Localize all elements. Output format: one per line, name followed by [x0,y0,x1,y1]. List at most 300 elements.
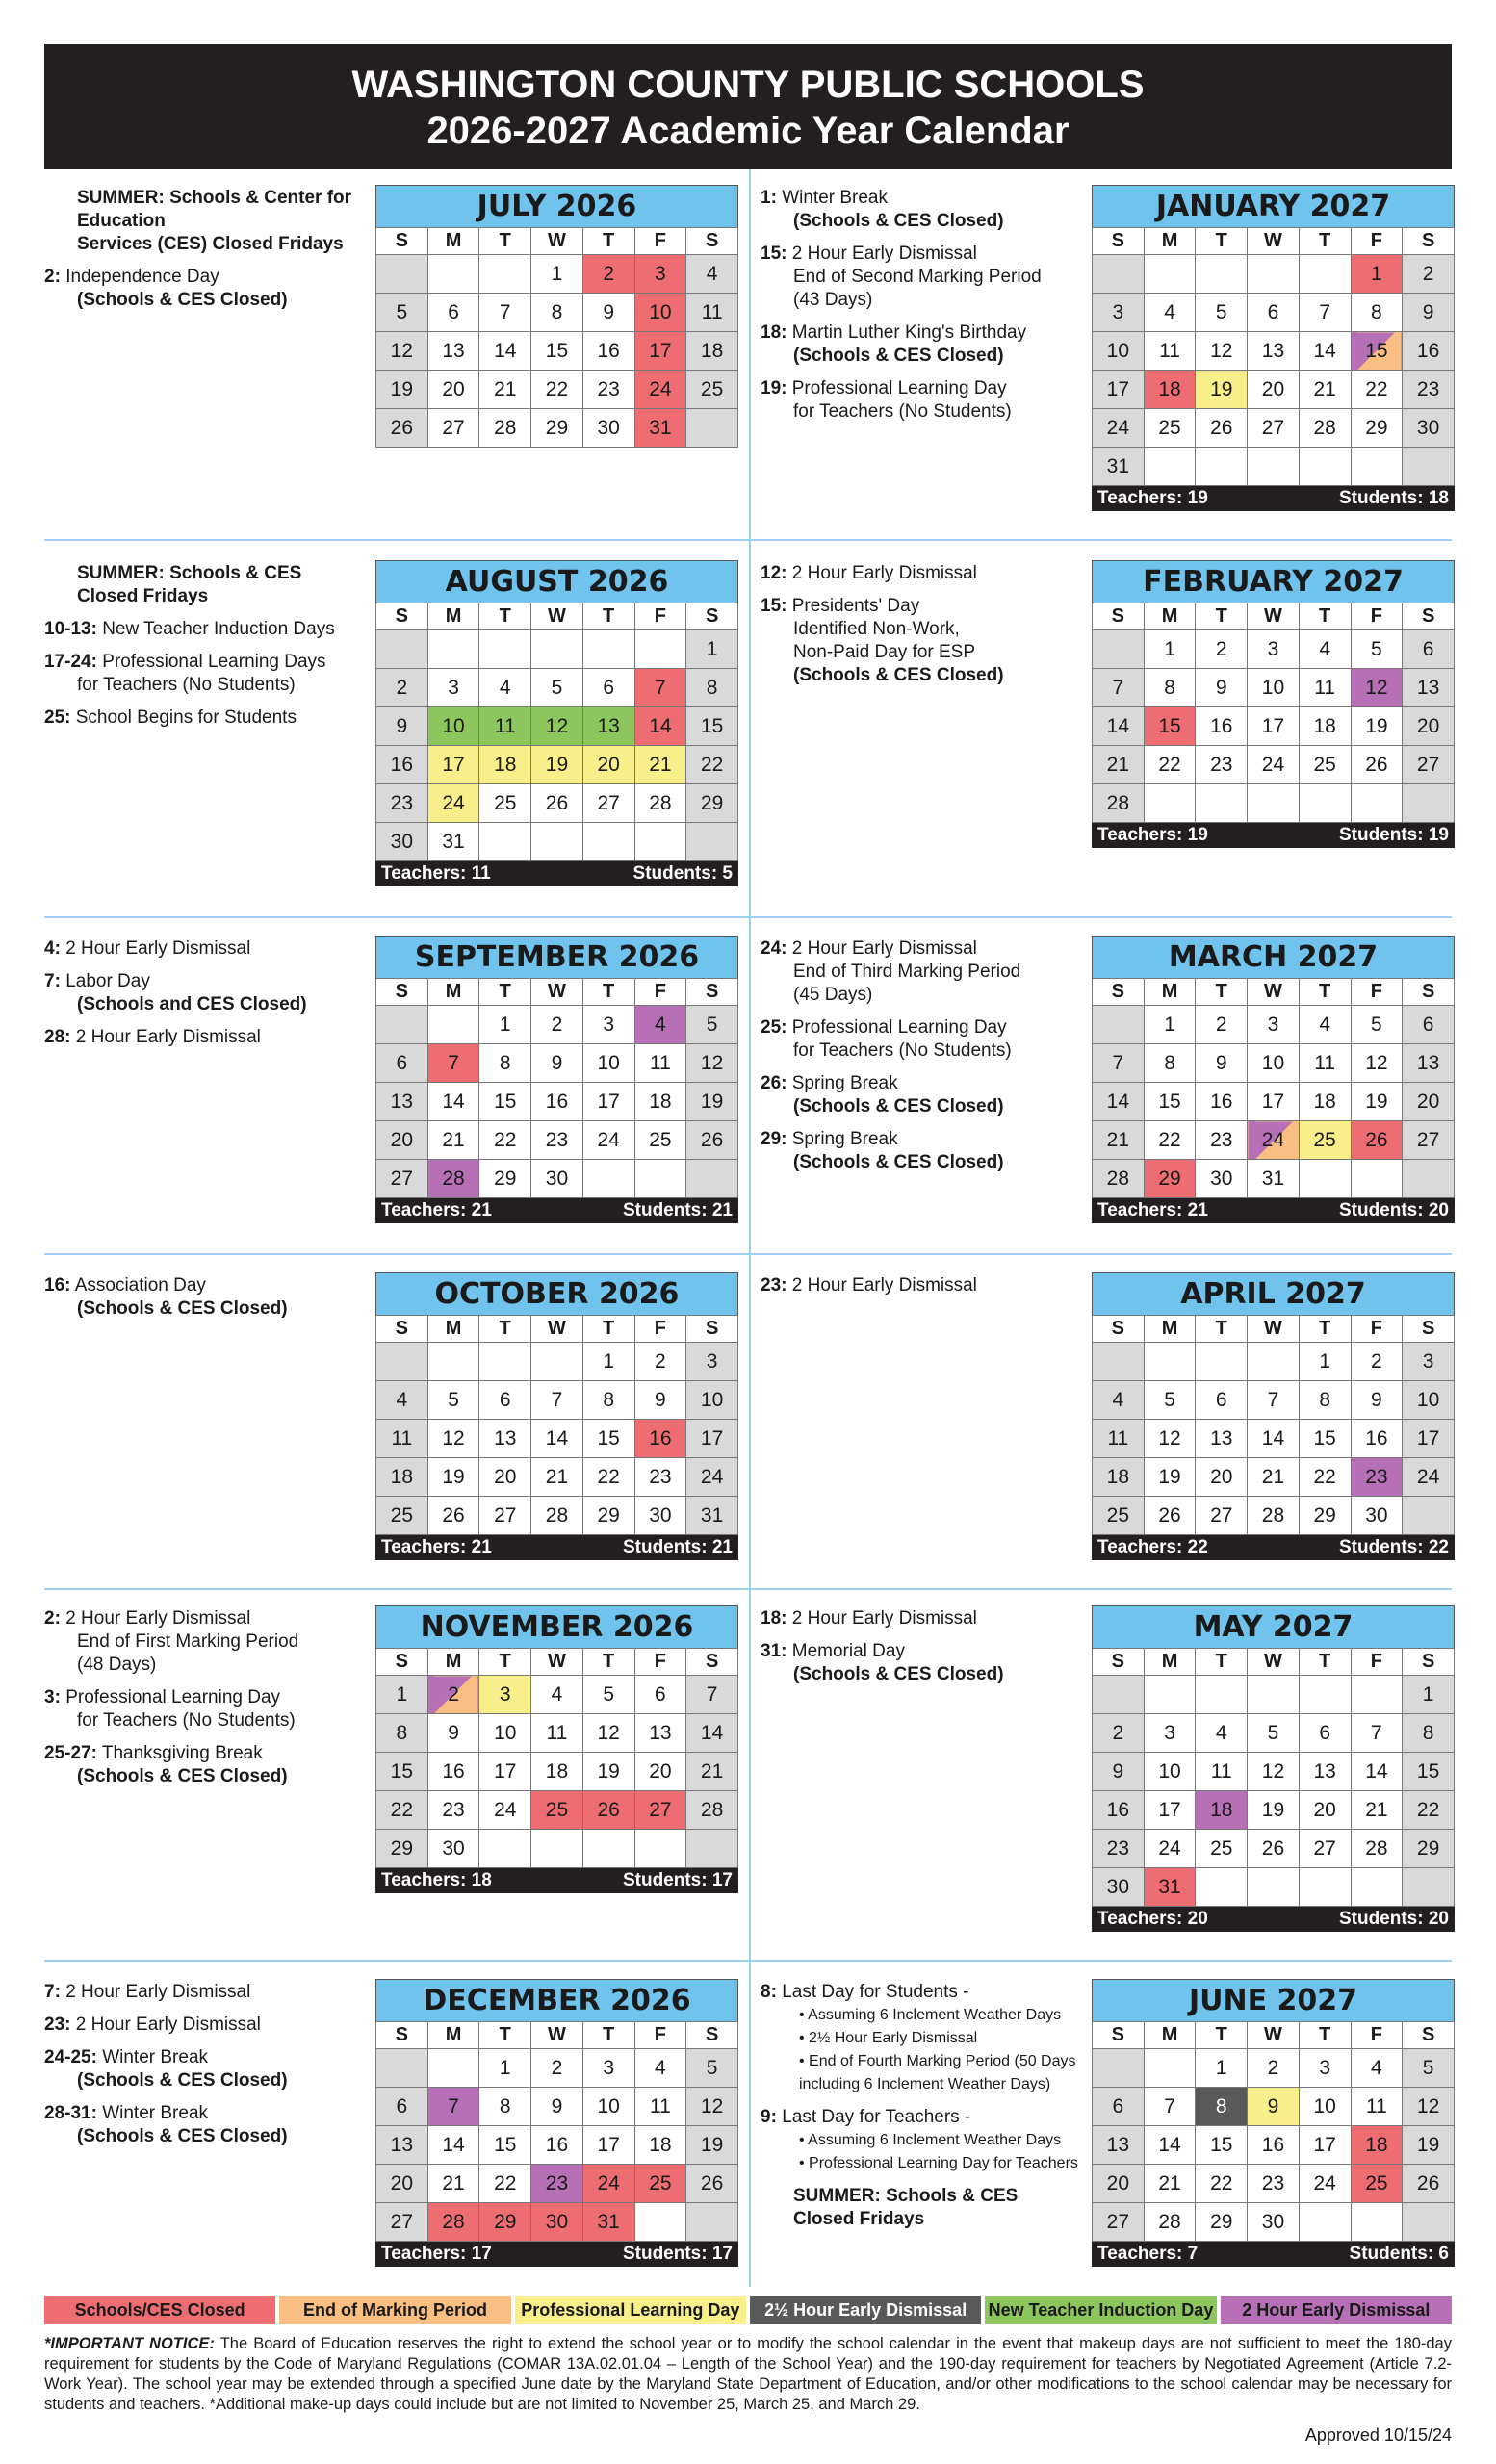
day-cell: 10 [1144,1753,1196,1791]
day-cell: 29 [479,1160,531,1198]
week-row [376,1753,738,1791]
day-cell: 7 [427,1044,479,1083]
day-cell: 15 [1299,1420,1351,1458]
day-cell: 18 [634,1083,686,1121]
weekday-header: F [634,228,686,255]
weekday-header: F [1351,1316,1403,1343]
note-date: 25: [44,707,71,728]
day-cell: 24 [479,1791,531,1830]
note-text: Martin Luther King's Birthday [791,322,1027,343]
day-cell: 17 [582,1083,634,1121]
day-cell: 8 [1299,1381,1351,1420]
day-cell: 5 [376,294,428,332]
day-cell: 12 [686,2088,738,2126]
week-row [376,1121,738,1160]
row-divider [44,916,1452,918]
day-cell: 29 [582,1497,634,1535]
month-calendar [1092,1605,1455,1932]
teacher-days: Teachers: 18 [381,1870,492,1890]
note-entry [761,1640,1083,1686]
day-cell: 31 [1144,1868,1196,1907]
day-cell: 28 [427,1160,479,1198]
day-cell: 17 [1144,1791,1196,1830]
empty-cell [1196,448,1248,486]
month-notes [761,1274,1083,1307]
day-cell: 12 [1351,669,1403,707]
empty-cell [1144,448,1196,486]
teacher-days: Teachers: 19 [1097,488,1208,508]
note-entry [44,1742,362,1788]
day-count-footer [375,2242,738,2267]
week-row [376,1791,738,1830]
empty-cell [479,255,531,294]
weekday-header: W [531,1316,583,1343]
day-cell: 27 [1093,2203,1145,2242]
weekday-header: W [531,1649,583,1676]
week-row [1093,1714,1455,1753]
empty-cell [686,2203,738,2242]
note-text: 2 Hour Early Dismissal [75,1027,261,1047]
note-date: 15: [761,596,787,616]
week-row [1093,630,1455,669]
day-cell: 21 [686,1753,738,1791]
note-text: (Schools & CES Closed) [77,2126,288,2146]
day-cell: 2 [1248,2049,1300,2088]
day-cell: 19 [1351,707,1403,746]
student-days: Students: 19 [1338,825,1449,845]
day-cell: 23 [1403,371,1455,409]
day-cell: 24 [427,784,479,823]
day-cell: 16 [427,1753,479,1791]
note-date: 17-24: [44,652,97,672]
day-cell: 14 [634,707,686,746]
day-cell: 30 [531,1160,583,1198]
empty-cell [1299,448,1351,486]
day-cell: 21 [1299,371,1351,409]
empty-cell [1403,1160,1455,1198]
day-cell: 27 [1248,409,1300,448]
note-entry [761,1981,1083,2096]
month-notes [44,562,362,739]
day-cell: 6 [1196,1381,1248,1420]
day-cell: 24 [1299,2165,1351,2203]
month-title: JUNE 2027 [1092,1979,1455,2021]
row-divider [44,1960,1452,1962]
day-cell: 3 [582,1006,634,1044]
day-cell: 13 [1196,1420,1248,1458]
note-entry [761,377,1083,424]
day-cell: 20 [1093,2165,1145,2203]
day-cell: 13 [376,1083,428,1121]
day-cell: 17 [1248,707,1300,746]
day-cell: 31 [1093,448,1145,486]
day-cell: 27 [1196,1497,1248,1535]
weekday-header: F [634,603,686,630]
day-cell: 20 [1248,371,1300,409]
day-cell: 12 [1351,1044,1403,1083]
day-cell: 11 [1144,332,1196,371]
empty-cell [376,2049,428,2088]
day-cell: 30 [1403,409,1455,448]
empty-cell [1403,1868,1455,1907]
day-cell: 27 [479,1497,531,1535]
week-row [376,746,738,784]
day-cell: 9 [427,1714,479,1753]
day-cell: 18 [1144,371,1196,409]
note-text: Last Day for Students - [782,1982,969,2002]
day-cell: 20 [1196,1458,1248,1497]
week-row [376,1458,738,1497]
week-row [376,2088,738,2126]
row-divider [44,539,1452,541]
note-date: 31: [761,1641,787,1661]
day-cell: 19 [686,2126,738,2165]
day-cell: 8 [479,2088,531,2126]
day-cell: 9 [582,294,634,332]
month-grid [375,1648,738,1868]
day-cell: 4 [376,1381,428,1420]
note-date: SUMMER: [77,563,165,583]
day-cell: 21 [427,1121,479,1160]
day-cell: 26 [1351,746,1403,784]
day-cell: 11 [479,707,531,746]
note-date: 24: [761,938,787,959]
legend-item: 2½ Hour Early Dismissal [750,2296,981,2324]
day-cell: 17 [1248,1083,1300,1121]
color-legend [44,2296,1452,2324]
note-text: (Schools & CES Closed) [77,1766,288,1786]
note-text: Services (CES) Closed Fridays [77,234,344,254]
note-entry [44,266,362,312]
day-cell: 5 [1248,1714,1300,1753]
day-cell: 18 [1299,1083,1351,1121]
day-cell: 28 [1248,1497,1300,1535]
month-notes [44,1607,362,1798]
student-days: Students: 20 [1338,1909,1449,1929]
note-text: 2 Hour Early Dismissal [791,244,977,264]
note-entry [761,187,1083,233]
day-cell: 3 [427,669,479,707]
note-date: 7: [44,1982,61,2002]
day-cell: 12 [427,1420,479,1458]
day-cell: 1 [686,630,738,669]
day-cell: 18 [531,1753,583,1791]
note-text: (Schools & CES Closed) [793,1152,1004,1172]
note-text: Independence Day [65,267,219,287]
weekday-header: T [1196,1316,1248,1343]
note-entry [761,562,1083,585]
day-cell: 29 [1351,409,1403,448]
week-row [1093,1868,1455,1907]
day-cell: 13 [427,332,479,371]
legend-item: New Teacher Induction Day [985,2296,1216,2324]
day-cell: 13 [1248,332,1300,371]
month-grid [375,227,738,448]
day-cell: 20 [376,1121,428,1160]
note-entry [761,321,1083,368]
day-cell: 14 [686,1714,738,1753]
weekday-header: M [427,1649,479,1676]
day-cell: 30 [582,409,634,448]
month-calendar [375,560,738,886]
note-entry [761,1607,1083,1630]
week-row [1093,2088,1455,2126]
day-cell: 19 [1351,1083,1403,1121]
empty-cell [634,1160,686,1198]
note-text: for Teachers (No Students) [77,675,296,695]
empty-cell [1403,784,1455,823]
day-cell: 19 [686,1083,738,1121]
weekday-header: F [1351,228,1403,255]
day-cell: 27 [1403,1121,1455,1160]
day-cell: 7 [686,1676,738,1714]
empty-cell [531,1343,583,1381]
day-cell: 2 [1093,1714,1145,1753]
empty-cell [582,630,634,669]
note-text: (Schools & CES Closed) [793,1096,1004,1116]
note-text: New Teacher Induction Days [102,619,335,639]
day-cell: 26 [1248,1830,1300,1868]
day-cell: 29 [531,409,583,448]
day-cell: 2 [634,1343,686,1381]
note-text: (Schools & CES Closed) [793,346,1004,366]
month-grid [1092,227,1455,486]
day-cell: 26 [531,784,583,823]
note-bullets [761,2129,1083,2175]
note-text: School Begins for Students [75,707,297,728]
empty-cell [1403,1497,1455,1535]
day-cell: 7 [1093,669,1145,707]
day-cell: 18 [1299,707,1351,746]
day-cell: 10 [1299,2088,1351,2126]
day-cell: 15 [1351,332,1403,371]
day-cell: 25 [1299,746,1351,784]
day-cell: 20 [427,371,479,409]
day-cell: 5 [1403,2049,1455,2088]
note-entry [761,937,1083,1007]
week-row [1093,1830,1455,1868]
day-cell: 30 [1196,1160,1248,1198]
day-cell: 10 [686,1381,738,1420]
day-cell: 19 [1403,2126,1455,2165]
empty-cell [1093,630,1145,669]
day-cell: 22 [531,371,583,409]
empty-cell [582,823,634,861]
weekday-header: T [582,1649,634,1676]
month-notes [761,187,1083,433]
weekday-header: S [686,1316,738,1343]
day-cell: 28 [686,1791,738,1830]
day-cell: 22 [686,746,738,784]
row-divider [44,1588,1452,1590]
day-cell: 22 [376,1791,428,1830]
note-text: (48 Days) [77,1655,157,1675]
empty-cell [1299,2203,1351,2242]
day-cell: 22 [582,1458,634,1497]
day-cell: 18 [686,332,738,371]
month-title: OCTOBER 2026 [375,1272,738,1315]
day-cell: 26 [1403,2165,1455,2203]
day-cell: 29 [686,784,738,823]
empty-cell [634,630,686,669]
day-cell: 7 [1144,2088,1196,2126]
note-entry [44,1607,362,1677]
empty-cell [1351,1868,1403,1907]
day-cell: 20 [479,1458,531,1497]
day-cell: 26 [686,1121,738,1160]
week-row [1093,409,1455,448]
day-cell: 29 [1144,1160,1196,1198]
day-cell: 28 [1144,2203,1196,2242]
weekday-header: F [1351,2022,1403,2049]
day-cell: 25 [1093,1497,1145,1535]
month-grid [1092,1648,1455,1907]
day-cell: 2 [1196,1006,1248,1044]
day-cell: 28 [1093,1160,1145,1198]
weekday-header: T [1196,2022,1248,2049]
note-entry [44,706,362,730]
empty-cell [1351,2203,1403,2242]
day-cell: 25 [1299,1121,1351,1160]
teacher-days: Teachers: 21 [381,1537,492,1557]
week-row [1093,332,1455,371]
day-cell: 15 [376,1753,428,1791]
note-text: End of Second Marking Period [793,267,1042,287]
day-cell: 11 [1299,669,1351,707]
day-cell: 9 [1093,1753,1145,1791]
note-bullet: • 2½ Hour Early Dismissal [799,2027,1083,2050]
day-cell: 2 [1351,1343,1403,1381]
empty-cell [582,1160,634,1198]
month-grid [1092,603,1455,823]
note-date: 15: [761,244,787,264]
note-date: 18: [761,322,787,343]
note-entry [44,2014,362,2037]
empty-cell [427,255,479,294]
week-row [376,1044,738,1083]
month-notes [44,1981,362,2158]
note-entry [44,651,362,697]
day-cell: 1 [1403,1676,1455,1714]
note-entry [761,1274,1083,1297]
day-cell: 21 [479,371,531,409]
note-entry [761,1016,1083,1063]
note-text: (Schools & CES Closed) [77,1298,288,1319]
empty-cell [1196,784,1248,823]
day-cell: 23 [531,2165,583,2203]
weekday-header: W [1248,603,1300,630]
day-cell: 8 [686,669,738,707]
day-cell: 6 [479,1381,531,1420]
month-grid [1092,978,1455,1198]
day-cell: 3 [479,1676,531,1714]
day-cell: 4 [479,669,531,707]
day-cell: 13 [1093,2126,1145,2165]
day-cell: 7 [1093,1044,1145,1083]
week-row [376,255,738,294]
teacher-days: Teachers: 11 [381,863,491,884]
month-calendar [1092,1272,1455,1560]
day-cell: 15 [582,1420,634,1458]
empty-cell [376,1343,428,1381]
day-cell: 15 [479,2126,531,2165]
note-text: Winter Break [102,2103,209,2123]
day-cell: 16 [634,1420,686,1458]
week-row [1093,2165,1455,2203]
day-cell: 22 [479,2165,531,2203]
empty-cell [1248,448,1300,486]
week-row [1093,1753,1455,1791]
day-cell: 24 [1093,409,1145,448]
note-date: 16: [44,1275,71,1296]
empty-cell [1144,255,1196,294]
weekday-header: M [1144,2022,1196,2049]
day-cell: 9 [376,707,428,746]
empty-cell [376,255,428,294]
week-row [376,823,738,861]
day-cell: 18 [1351,2126,1403,2165]
day-cell: 7 [427,2088,479,2126]
empty-cell [1093,2049,1145,2088]
week-row [1093,1381,1455,1420]
day-cell: 14 [427,2126,479,2165]
weekday-header: F [1351,1649,1403,1676]
note-text: (43 Days) [793,290,873,310]
week-row [376,1160,738,1198]
day-cell: 3 [582,2049,634,2088]
day-cell: 3 [1248,1006,1300,1044]
day-cell: 1 [1196,2049,1248,2088]
day-cell: 14 [1299,332,1351,371]
day-cell: 27 [427,409,479,448]
note-bullets [761,2004,1083,2096]
note-date: SUMMER: [793,2186,881,2206]
day-cell: 11 [634,1044,686,1083]
week-row [1093,1458,1455,1497]
weekday-header: T [1299,228,1351,255]
day-cell: 27 [1403,746,1455,784]
day-cell: 16 [531,1083,583,1121]
day-cell: 20 [582,746,634,784]
note-date: 25-27: [44,1743,97,1763]
note-text: End of Third Marking Period [793,962,1021,982]
day-cell: 9 [531,2088,583,2126]
legend-item: Professional Learning Day [515,2296,746,2324]
empty-cell [531,823,583,861]
note-date: 25: [761,1017,787,1038]
day-cell: 31 [1248,1160,1300,1198]
day-cell: 23 [376,784,428,823]
day-cell: 4 [531,1676,583,1714]
day-cell: 14 [1093,1083,1145,1121]
day-cell: 8 [582,1381,634,1420]
day-cell: 25 [634,1121,686,1160]
day-cell: 12 [531,707,583,746]
note-text: 2 Hour Early Dismissal [65,938,251,959]
week-row [376,332,738,371]
teacher-days: Teachers: 20 [1097,1909,1208,1929]
day-cell: 26 [1196,409,1248,448]
weekday-header: S [376,228,428,255]
day-cell: 22 [1144,1121,1196,1160]
day-cell: 16 [1196,707,1248,746]
day-cell: 22 [1403,1791,1455,1830]
day-cell: 23 [634,1458,686,1497]
column-divider [749,169,751,2287]
day-cell: 28 [531,1497,583,1535]
day-cell: 5 [1351,1006,1403,1044]
weekday-header: S [1403,979,1455,1006]
